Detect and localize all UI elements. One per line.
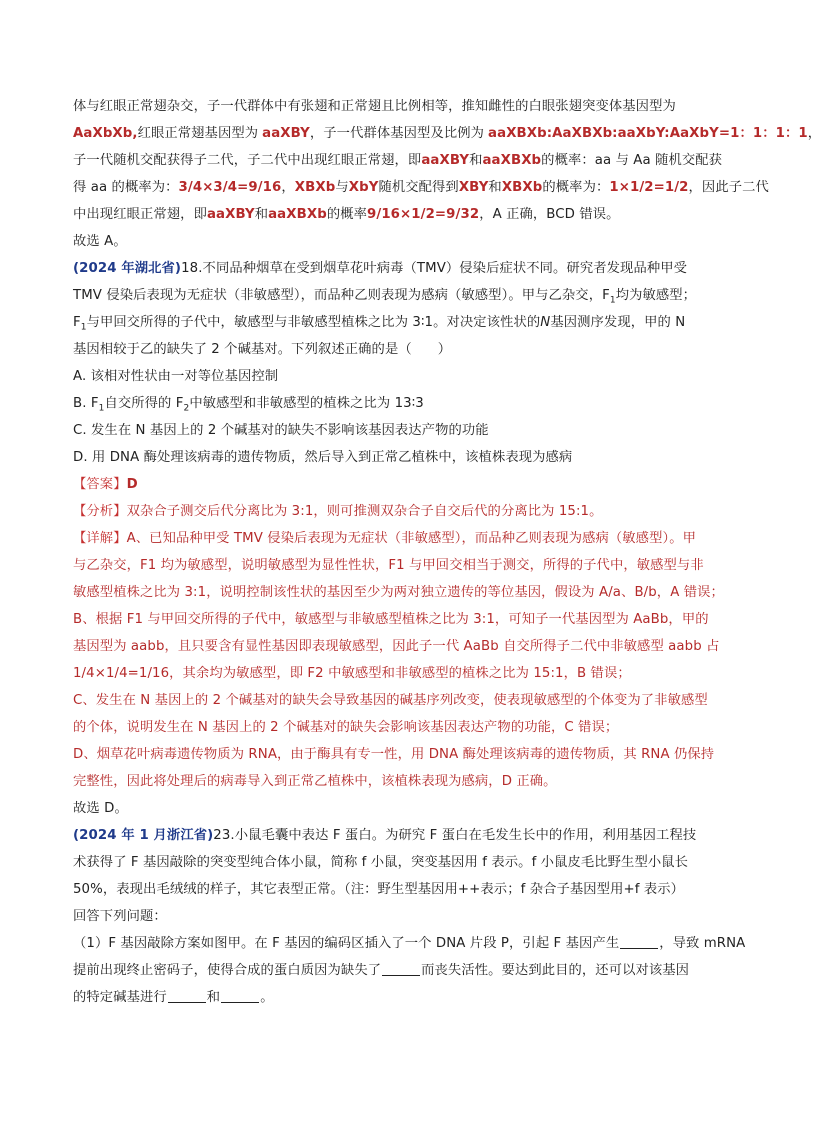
question-18-stem: [73, 255, 733, 282]
detail-text: 基因型为 aabb，且只要含有显性基因即表现敏感型，因此子一代 AaBb 自交所得子二代中非敏感型 aabb 占: [73, 639, 720, 654]
detail-text: B、根据 F1 与甲回交所得的子代中，敏感型与非敏感型植株之比为 3:1，可知子一代基因型为 AaBb，甲的: [73, 612, 709, 627]
detail-text: C、发生在 N 基因上的 2 个碱基对的缺失会导致基因的碱基序列改变，使表现敏感型的个体变为了非敏感型: [73, 693, 708, 708]
text-span: 体与红眼正常翅杂交，子一代群体中有张翅和正常翅且比例相等，推知雌性的白眼张翅突变体基因型为: [73, 99, 676, 114]
question-source: (2024 年湖北省): [73, 261, 182, 276]
detail-line: [73, 525, 733, 552]
text-span: 得 aa 的概率为：: [73, 180, 179, 195]
text-span: 和: [206, 990, 221, 1005]
genotype-text: aaXBY: [206, 207, 255, 222]
text-line: [73, 120, 821, 147]
text-span: 。: [260, 990, 274, 1005]
text-span: ，: [281, 180, 295, 195]
text-span: 的概率为：: [542, 180, 610, 195]
option-text: 自交所得的 F: [104, 396, 184, 411]
text-line: [73, 984, 733, 1011]
genotype-ratio: aaXBXb:AaXBXb:aaXbY:AaXbY=1：1：1：1: [488, 126, 808, 141]
text-span: 的概率：aa 与 Aa 随机交配获: [541, 153, 723, 168]
genotype-text: XBXb: [294, 180, 336, 195]
text-span: 和: [488, 180, 502, 195]
text-span: 红眼正常翅基因型为: [137, 126, 259, 141]
detail-text: 的个体，说明发生在 N 基因上的 2 个碱基对的缺失会影响该基因表达产物的功能，C 错误；: [73, 720, 619, 735]
answer-blank: [168, 988, 206, 1003]
question-number: 18.: [181, 261, 203, 276]
text-line: [73, 930, 746, 957]
detail-line: [73, 579, 733, 606]
text-line: [73, 282, 733, 309]
detail-text: A、已知品种甲受 TMV 侵染后表现为无症状（非敏感型），而品种乙则表现为感病（敏感型）。甲: [126, 531, 697, 546]
detail-line: [73, 714, 733, 741]
text-span: 的特定碱基进行: [73, 990, 167, 1005]
text-span: 均为敏感型；: [615, 288, 697, 303]
option-text: D. 用 DNA 酶处理该病毒的遗传物质，然后导入到正常乙植株中，该植株表现为感病: [73, 450, 573, 465]
genotype-text: XBY: [458, 180, 489, 195]
detail-text: 1/4×1/4=1/16，其余均为敏感型，即 F2 中敏感型和非敏感型的植株之比为 15:1，B 错误；: [73, 666, 631, 681]
detail-line: [73, 687, 733, 714]
answer-value: D: [126, 477, 138, 492]
genotype-text: aaXBXb: [482, 153, 542, 168]
answer-tag: 【答案】: [73, 477, 127, 492]
text-span: ，导致 mRNA: [659, 936, 746, 951]
conclusion-line: [73, 228, 733, 255]
text-span: ，因此子二代: [688, 180, 769, 195]
option-c: [73, 417, 733, 444]
genotype-text: aaXBY: [421, 153, 470, 168]
conclusion-line: [73, 795, 733, 822]
subscript: 1: [98, 403, 105, 414]
subscript: 1: [609, 295, 616, 306]
text-line: [73, 174, 769, 201]
text-span: 中出现红眼正常翅，即: [73, 207, 207, 222]
text-span: 小鼠毛囊中表达 F 蛋白。为研究 F 蛋白在毛发生长中的作用，利用基因工程技: [234, 828, 697, 843]
answer-blank: [620, 934, 658, 949]
genotype-text: aaXBY: [262, 126, 310, 141]
question-source: (2024 年 1 月浙江省): [73, 828, 214, 843]
text-span: 故选 A。: [73, 234, 127, 249]
answer-blank: [382, 961, 420, 976]
text-span: F: [73, 315, 81, 330]
subscript: 1: [80, 322, 87, 333]
detail-text: 与乙杂交，F1 均为敏感型，说明敏感型为显性性状，F1 与甲回交相当于测交，所得的子代中，敏感型与非: [73, 558, 704, 573]
text-span: ，子一代群体基因型及比例为: [309, 126, 485, 141]
option-b: [73, 390, 733, 417]
analysis-line: [73, 498, 733, 525]
option-a: [73, 363, 733, 390]
detail-text: 敏感型植株之比为 3:1，说明控制该性状的基因至少为两对独立遗传的等位基因，假设为 A/a、B/b，A 错误；: [73, 585, 724, 600]
text-span: ）: [437, 342, 452, 357]
text-span: 和: [469, 153, 483, 168]
text-span: 与甲回交所得的子代中，敏感型与非敏感型植株之比为 3∶1。对决定该性状的: [86, 315, 541, 330]
text-span: 不同品种烟草在受到烟草花叶病毒（TMV）侵染后症状不同。研究者发现品种甲受: [202, 261, 688, 276]
detail-text: 完整性，因此将处理后的病毒导入到正常乙植株中，该植株表现为感病，D 正确。: [73, 774, 557, 789]
genotype-text: XBXb: [501, 180, 543, 195]
answer-line: [73, 471, 733, 498]
genotype-text: AaXbXb,: [73, 126, 138, 141]
text-span: ，: [807, 126, 821, 141]
text-line: [73, 309, 733, 336]
text-line: [73, 93, 733, 120]
subscript: 2: [183, 403, 190, 414]
option-text: 中敏感型和非敏感型的植株之比为 13∶3: [189, 396, 424, 411]
text-line: [73, 849, 733, 876]
text-span: 回答下列问题：: [73, 909, 167, 924]
genotype-text: aaXBXb: [268, 207, 327, 222]
genotype-text: XbY: [348, 180, 379, 195]
text-span: 故选 D。: [73, 801, 128, 816]
detail-line: [73, 660, 733, 687]
detail-line: [73, 552, 733, 579]
probability-text: 9/16×1/2=9/32: [367, 207, 480, 222]
text-line: [73, 876, 733, 903]
detail-text: D、烟草花叶病毒遗传物质为 RNA，由于酶具有专一性，用 DNA 酶处理该病毒的遗传物质，其 RNA 仍保持: [73, 747, 715, 762]
text-span: 而丧失活性。要达到此目的，还可以对该基因: [421, 963, 690, 978]
text-span: 的概率: [326, 207, 368, 222]
text-span: 50%，表现出毛绒绒的样子，其它表型正常。（注：野生型基因用++表示；f 杂合子基因型用+f 表示）: [73, 882, 685, 897]
text-span: 和: [254, 207, 269, 222]
text-span: 基因相较于乙的缺失了 2 个碱基对。下列叙述正确的是（: [73, 342, 412, 357]
probability-text: 1×1/2=1/2: [609, 180, 689, 195]
gene-symbol: N: [540, 315, 551, 330]
detail-line: [73, 741, 733, 768]
text-span: 基因测序发现，甲的 N: [550, 315, 686, 330]
text-line: [73, 957, 733, 984]
text-line: [73, 903, 733, 930]
text-span: TMV 侵染后表现为无症状（非敏感型），而品种乙则表现为感病（敏感型）。甲与乙杂交，F: [73, 288, 610, 303]
text-span: 术获得了 F 基因敲除的突变型纯合体小鼠，简称 f 小鼠，突变基因用 f 表示。f 小鼠皮毛比野生型小鼠长: [73, 855, 689, 870]
text-span: ，A 正确，BCD 错误。: [479, 207, 620, 222]
detail-line: [73, 606, 733, 633]
text-line: [73, 336, 733, 363]
analysis-text: 双杂合子测交后代分离比为 3:1，则可推测双杂合子自交后代的分离比为 15:1。: [126, 504, 603, 519]
option-text: C. 发生在 N 基因上的 2 个碱基对的缺失不影响该基因表达产物的功能: [73, 423, 489, 438]
text-span: 提前出现终止密码子，使得合成的蛋白质因为缺失了: [73, 963, 382, 978]
document-content: [73, 93, 821, 1011]
probability-text: 3/4×3/4=9/16: [178, 180, 282, 195]
answer-blank: [221, 988, 259, 1003]
text-span: 随机交配得到: [378, 180, 459, 195]
text-span: （1）F 基因敲除方案如图甲。在 F 基因的编码区插入了一个 DNA 片段 P，引起 F 基因产生: [73, 936, 620, 951]
detail-tag: 【详解】: [73, 531, 127, 546]
question-number: 23.: [213, 828, 235, 843]
option-text: B. F: [73, 396, 99, 411]
detail-line: [73, 768, 733, 795]
text-span: 子一代随机交配获得子二代，子二代中出现红眼正常翅，即: [73, 153, 422, 168]
text-span: 与: [335, 180, 349, 195]
question-23-stem: [73, 822, 733, 849]
text-line: [73, 147, 733, 174]
analysis-tag: 【分析】: [73, 504, 127, 519]
option-d: [73, 444, 733, 471]
detail-line: [73, 633, 733, 660]
text-line: [73, 201, 733, 228]
option-text: A. 该相对性状由一对等位基因控制: [73, 369, 279, 384]
